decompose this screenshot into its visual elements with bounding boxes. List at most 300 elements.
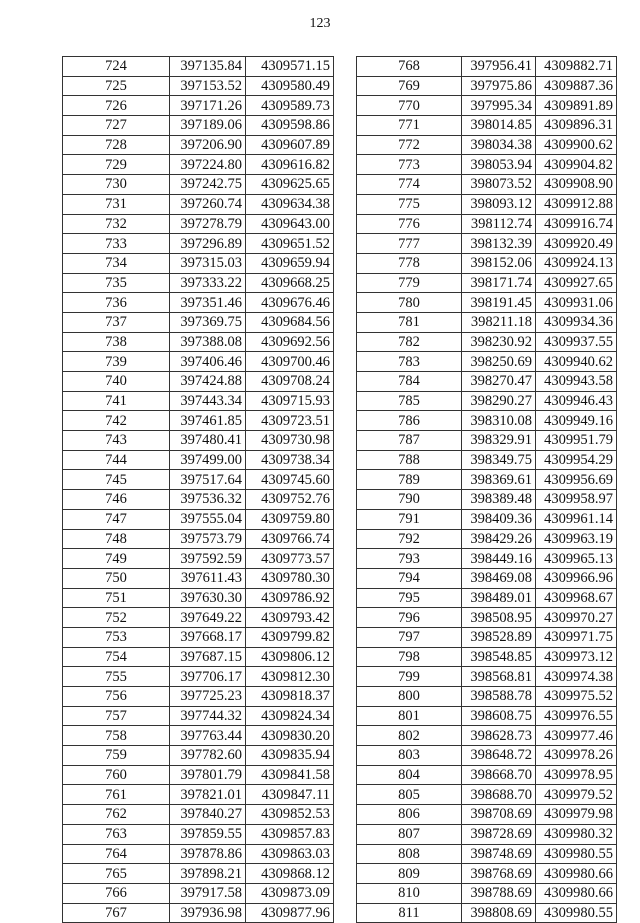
y-coordinate-cell: 4309715.93 xyxy=(246,391,334,411)
y-coordinate-cell: 4309940.62 xyxy=(536,352,617,372)
point-number-cell: 736 xyxy=(63,293,170,313)
x-coordinate-cell: 397443.34 xyxy=(170,391,246,411)
table-row xyxy=(63,687,334,707)
x-coordinate-cell: 397260.74 xyxy=(170,194,246,214)
x-coordinate-cell: 398053.94 xyxy=(462,155,536,175)
x-coordinate-cell: 398230.92 xyxy=(462,332,536,352)
table-row xyxy=(63,214,334,234)
point-number-cell: 758 xyxy=(63,726,170,746)
table-row xyxy=(63,312,334,332)
x-coordinate-cell: 398014.85 xyxy=(462,116,536,136)
y-coordinate-cell: 4309900.62 xyxy=(536,135,617,155)
table-row xyxy=(63,332,334,352)
y-coordinate-cell: 4309676.46 xyxy=(246,293,334,313)
y-coordinate-cell: 4309973.12 xyxy=(536,647,617,667)
point-number-cell: 807 xyxy=(357,824,462,844)
table-row xyxy=(63,194,334,214)
y-coordinate-cell: 4309916.74 xyxy=(536,214,617,234)
y-coordinate-cell: 4309773.57 xyxy=(246,549,334,569)
point-number-cell: 752 xyxy=(63,608,170,628)
point-number-cell: 726 xyxy=(63,96,170,116)
point-number-cell: 784 xyxy=(357,372,462,392)
point-number-cell: 782 xyxy=(357,332,462,352)
y-coordinate-cell: 4309841.58 xyxy=(246,765,334,785)
x-coordinate-cell: 398211.18 xyxy=(462,312,536,332)
point-number-cell: 765 xyxy=(63,864,170,884)
point-number-cell: 791 xyxy=(357,509,462,529)
point-number-cell: 778 xyxy=(357,253,462,273)
x-coordinate-cell: 398748.69 xyxy=(462,844,536,864)
table-row xyxy=(63,568,334,588)
x-coordinate-cell: 397424.88 xyxy=(170,372,246,392)
x-coordinate-cell: 398329.91 xyxy=(462,431,536,451)
point-number-cell: 751 xyxy=(63,588,170,608)
table-row xyxy=(357,352,617,372)
x-coordinate-cell: 397555.04 xyxy=(170,509,246,529)
x-coordinate-cell: 397630.30 xyxy=(170,588,246,608)
y-coordinate-cell: 4309745.60 xyxy=(246,470,334,490)
table-row xyxy=(357,824,617,844)
point-number-cell: 767 xyxy=(63,903,170,923)
x-coordinate-cell: 398568.81 xyxy=(462,667,536,687)
table-row xyxy=(357,785,617,805)
y-coordinate-cell: 4309852.53 xyxy=(246,805,334,825)
y-coordinate-cell: 4309951.79 xyxy=(536,431,617,451)
y-coordinate-cell: 4309924.13 xyxy=(536,253,617,273)
point-number-cell: 746 xyxy=(63,490,170,510)
point-number-cell: 737 xyxy=(63,312,170,332)
point-number-cell: 803 xyxy=(357,746,462,766)
x-coordinate-cell: 397995.34 xyxy=(462,96,536,116)
y-coordinate-cell: 4309946.43 xyxy=(536,391,617,411)
point-number-cell: 779 xyxy=(357,273,462,293)
x-coordinate-cell: 398073.52 xyxy=(462,175,536,195)
x-coordinate-cell: 397369.75 xyxy=(170,312,246,332)
y-coordinate-cell: 4309978.95 xyxy=(536,765,617,785)
table-row xyxy=(63,883,334,903)
y-coordinate-cell: 4309887.36 xyxy=(536,76,617,96)
y-coordinate-cell: 4309975.52 xyxy=(536,687,617,707)
table-row xyxy=(357,234,617,254)
point-number-cell: 739 xyxy=(63,352,170,372)
table-row xyxy=(63,647,334,667)
x-coordinate-cell: 397611.43 xyxy=(170,568,246,588)
x-coordinate-cell: 397801.79 xyxy=(170,765,246,785)
table-row xyxy=(357,549,617,569)
point-number-cell: 764 xyxy=(63,844,170,864)
table-row xyxy=(357,608,617,628)
x-coordinate-cell: 398808.69 xyxy=(462,903,536,923)
table-row xyxy=(357,746,617,766)
x-coordinate-cell: 397936.98 xyxy=(170,903,246,923)
y-coordinate-cell: 4309979.98 xyxy=(536,805,617,825)
y-coordinate-cell: 4309977.46 xyxy=(536,726,617,746)
y-coordinate-cell: 4309976.55 xyxy=(536,706,617,726)
coordinate-table-right xyxy=(356,56,617,923)
point-number-cell: 772 xyxy=(357,135,462,155)
x-coordinate-cell: 398310.08 xyxy=(462,411,536,431)
y-coordinate-cell: 4309927.65 xyxy=(536,273,617,293)
table-row xyxy=(357,332,617,352)
table-row xyxy=(63,529,334,549)
x-coordinate-cell: 398588.78 xyxy=(462,687,536,707)
table-row xyxy=(357,116,617,136)
x-coordinate-cell: 397296.89 xyxy=(170,234,246,254)
x-coordinate-cell: 398290.27 xyxy=(462,391,536,411)
y-coordinate-cell: 4309863.03 xyxy=(246,844,334,864)
point-number-cell: 804 xyxy=(357,765,462,785)
point-number-cell: 774 xyxy=(357,175,462,195)
x-coordinate-cell: 397898.21 xyxy=(170,864,246,884)
x-coordinate-cell: 398270.47 xyxy=(462,372,536,392)
table-row xyxy=(357,293,617,313)
y-coordinate-cell: 4309766.74 xyxy=(246,529,334,549)
table-row xyxy=(63,175,334,195)
table-row xyxy=(357,214,617,234)
table-row xyxy=(357,509,617,529)
table-row xyxy=(357,588,617,608)
point-number-cell: 725 xyxy=(63,76,170,96)
y-coordinate-cell: 4309974.38 xyxy=(536,667,617,687)
point-number-cell: 741 xyxy=(63,391,170,411)
table-row xyxy=(63,253,334,273)
y-coordinate-cell: 4309799.82 xyxy=(246,627,334,647)
table-row xyxy=(63,155,334,175)
table-row xyxy=(357,805,617,825)
table-row xyxy=(357,155,617,175)
point-number-cell: 757 xyxy=(63,706,170,726)
x-coordinate-cell: 398608.75 xyxy=(462,706,536,726)
y-coordinate-cell: 4309812.30 xyxy=(246,667,334,687)
x-coordinate-cell: 397315.03 xyxy=(170,253,246,273)
table-row xyxy=(357,431,617,451)
y-coordinate-cell: 4309818.37 xyxy=(246,687,334,707)
point-number-cell: 760 xyxy=(63,765,170,785)
x-coordinate-cell: 397763.44 xyxy=(170,726,246,746)
y-coordinate-cell: 4309961.14 xyxy=(536,509,617,529)
x-coordinate-cell: 397592.59 xyxy=(170,549,246,569)
y-coordinate-cell: 4309607.89 xyxy=(246,135,334,155)
y-coordinate-cell: 4309958.97 xyxy=(536,490,617,510)
point-number-cell: 776 xyxy=(357,214,462,234)
point-number-cell: 808 xyxy=(357,844,462,864)
y-coordinate-cell: 4309759.80 xyxy=(246,509,334,529)
table-row xyxy=(63,824,334,844)
table-row xyxy=(357,627,617,647)
point-number-cell: 749 xyxy=(63,549,170,569)
table-row xyxy=(357,529,617,549)
point-number-cell: 729 xyxy=(63,155,170,175)
table-row xyxy=(63,785,334,805)
table-row xyxy=(63,57,334,77)
point-number-cell: 805 xyxy=(357,785,462,805)
point-number-cell: 731 xyxy=(63,194,170,214)
y-coordinate-cell: 4309954.29 xyxy=(536,450,617,470)
point-number-cell: 788 xyxy=(357,450,462,470)
x-coordinate-cell: 397744.32 xyxy=(170,706,246,726)
x-coordinate-cell: 397878.86 xyxy=(170,844,246,864)
x-coordinate-cell: 398191.45 xyxy=(462,293,536,313)
x-coordinate-cell: 397782.60 xyxy=(170,746,246,766)
y-coordinate-cell: 4309580.49 xyxy=(246,76,334,96)
x-coordinate-cell: 398449.16 xyxy=(462,549,536,569)
point-number-cell: 792 xyxy=(357,529,462,549)
y-coordinate-cell: 4309965.13 xyxy=(536,549,617,569)
x-coordinate-cell: 398688.70 xyxy=(462,785,536,805)
point-number-cell: 800 xyxy=(357,687,462,707)
table-row xyxy=(63,293,334,313)
table-row xyxy=(63,627,334,647)
y-coordinate-cell: 4309980.66 xyxy=(536,864,617,884)
point-number-cell: 735 xyxy=(63,273,170,293)
table-row xyxy=(357,470,617,490)
y-coordinate-cell: 4309891.89 xyxy=(536,96,617,116)
x-coordinate-cell: 398250.69 xyxy=(462,352,536,372)
x-coordinate-cell: 397517.64 xyxy=(170,470,246,490)
table-row xyxy=(357,135,617,155)
y-coordinate-cell: 4309589.73 xyxy=(246,96,334,116)
point-number-cell: 786 xyxy=(357,411,462,431)
point-number-cell: 790 xyxy=(357,490,462,510)
point-number-cell: 802 xyxy=(357,726,462,746)
x-coordinate-cell: 398788.69 xyxy=(462,883,536,903)
x-coordinate-cell: 397135.84 xyxy=(170,57,246,77)
y-coordinate-cell: 4309970.27 xyxy=(536,608,617,628)
table-row xyxy=(63,372,334,392)
table-row xyxy=(63,352,334,372)
y-coordinate-cell: 4309700.46 xyxy=(246,352,334,372)
point-number-cell: 797 xyxy=(357,627,462,647)
point-number-cell: 754 xyxy=(63,647,170,667)
x-coordinate-cell: 398628.73 xyxy=(462,726,536,746)
y-coordinate-cell: 4309835.94 xyxy=(246,746,334,766)
x-coordinate-cell: 398389.48 xyxy=(462,490,536,510)
y-coordinate-cell: 4309659.94 xyxy=(246,253,334,273)
point-number-cell: 785 xyxy=(357,391,462,411)
point-number-cell: 793 xyxy=(357,549,462,569)
table-row xyxy=(357,194,617,214)
x-coordinate-cell: 397153.52 xyxy=(170,76,246,96)
point-number-cell: 789 xyxy=(357,470,462,490)
y-coordinate-cell: 4309980.32 xyxy=(536,824,617,844)
table-row xyxy=(357,667,617,687)
table-row xyxy=(63,96,334,116)
y-coordinate-cell: 4309684.56 xyxy=(246,312,334,332)
y-coordinate-cell: 4309949.16 xyxy=(536,411,617,431)
point-number-cell: 768 xyxy=(357,57,462,77)
y-coordinate-cell: 4309978.26 xyxy=(536,746,617,766)
point-number-cell: 727 xyxy=(63,116,170,136)
point-number-cell: 777 xyxy=(357,234,462,254)
point-number-cell: 763 xyxy=(63,824,170,844)
y-coordinate-cell: 4309830.20 xyxy=(246,726,334,746)
y-coordinate-cell: 4309931.06 xyxy=(536,293,617,313)
point-number-cell: 810 xyxy=(357,883,462,903)
y-coordinate-cell: 4309651.52 xyxy=(246,234,334,254)
point-number-cell: 799 xyxy=(357,667,462,687)
x-coordinate-cell: 397725.23 xyxy=(170,687,246,707)
y-coordinate-cell: 4309793.42 xyxy=(246,608,334,628)
point-number-cell: 756 xyxy=(63,687,170,707)
x-coordinate-cell: 397573.79 xyxy=(170,529,246,549)
point-number-cell: 762 xyxy=(63,805,170,825)
point-number-cell: 732 xyxy=(63,214,170,234)
point-number-cell: 747 xyxy=(63,509,170,529)
point-number-cell: 770 xyxy=(357,96,462,116)
table-row xyxy=(63,903,334,923)
x-coordinate-cell: 397649.22 xyxy=(170,608,246,628)
table-row xyxy=(63,490,334,510)
y-coordinate-cell: 4309847.11 xyxy=(246,785,334,805)
y-coordinate-cell: 4309571.15 xyxy=(246,57,334,77)
y-coordinate-cell: 4309908.90 xyxy=(536,175,617,195)
point-number-cell: 796 xyxy=(357,608,462,628)
point-number-cell: 748 xyxy=(63,529,170,549)
table-body xyxy=(357,57,617,923)
x-coordinate-cell: 398034.38 xyxy=(462,135,536,155)
point-number-cell: 724 xyxy=(63,57,170,77)
x-coordinate-cell: 397840.27 xyxy=(170,805,246,825)
y-coordinate-cell: 4309730.98 xyxy=(246,431,334,451)
point-number-cell: 728 xyxy=(63,135,170,155)
y-coordinate-cell: 4309877.96 xyxy=(246,903,334,923)
x-coordinate-cell: 397224.80 xyxy=(170,155,246,175)
y-coordinate-cell: 4309692.56 xyxy=(246,332,334,352)
y-coordinate-cell: 4309934.36 xyxy=(536,312,617,332)
y-coordinate-cell: 4309896.31 xyxy=(536,116,617,136)
y-coordinate-cell: 4309980.66 xyxy=(536,883,617,903)
y-coordinate-cell: 4309966.96 xyxy=(536,568,617,588)
table-row xyxy=(357,903,617,923)
point-number-cell: 743 xyxy=(63,431,170,451)
point-number-cell: 759 xyxy=(63,746,170,766)
y-coordinate-cell: 4309943.58 xyxy=(536,372,617,392)
x-coordinate-cell: 398708.69 xyxy=(462,805,536,825)
x-coordinate-cell: 398648.72 xyxy=(462,746,536,766)
table-row xyxy=(63,431,334,451)
x-coordinate-cell: 398409.36 xyxy=(462,509,536,529)
table-row xyxy=(63,608,334,628)
y-coordinate-cell: 4309668.25 xyxy=(246,273,334,293)
point-number-cell: 781 xyxy=(357,312,462,332)
x-coordinate-cell: 398152.06 xyxy=(462,253,536,273)
x-coordinate-cell: 397242.75 xyxy=(170,175,246,195)
table-row xyxy=(63,234,334,254)
table-row xyxy=(63,135,334,155)
table-row xyxy=(357,57,617,77)
point-number-cell: 742 xyxy=(63,411,170,431)
table-row xyxy=(357,883,617,903)
point-number-cell: 783 xyxy=(357,352,462,372)
table-row xyxy=(357,253,617,273)
x-coordinate-cell: 397206.90 xyxy=(170,135,246,155)
x-coordinate-cell: 398489.01 xyxy=(462,588,536,608)
y-coordinate-cell: 4309598.86 xyxy=(246,116,334,136)
table-row xyxy=(357,765,617,785)
table-row xyxy=(63,667,334,687)
y-coordinate-cell: 4309723.51 xyxy=(246,411,334,431)
y-coordinate-cell: 4309963.19 xyxy=(536,529,617,549)
y-coordinate-cell: 4309920.49 xyxy=(536,234,617,254)
y-coordinate-cell: 4309780.30 xyxy=(246,568,334,588)
table-row xyxy=(357,647,617,667)
point-number-cell: 798 xyxy=(357,647,462,667)
table-row xyxy=(63,844,334,864)
y-coordinate-cell: 4309868.12 xyxy=(246,864,334,884)
point-number-cell: 733 xyxy=(63,234,170,254)
y-coordinate-cell: 4309806.12 xyxy=(246,647,334,667)
x-coordinate-cell: 398508.95 xyxy=(462,608,536,628)
point-number-cell: 730 xyxy=(63,175,170,195)
table-row xyxy=(63,470,334,490)
y-coordinate-cell: 4309904.82 xyxy=(536,155,617,175)
table-row xyxy=(63,273,334,293)
table-row xyxy=(357,411,617,431)
table-row xyxy=(63,726,334,746)
x-coordinate-cell: 397917.58 xyxy=(170,883,246,903)
x-coordinate-cell: 398768.69 xyxy=(462,864,536,884)
table-row xyxy=(63,76,334,96)
point-number-cell: 795 xyxy=(357,588,462,608)
table-row xyxy=(63,706,334,726)
y-coordinate-cell: 4309708.24 xyxy=(246,372,334,392)
table-row xyxy=(357,490,617,510)
x-coordinate-cell: 397388.08 xyxy=(170,332,246,352)
point-number-cell: 811 xyxy=(357,903,462,923)
coordinate-table-left xyxy=(62,56,334,923)
table-row xyxy=(357,96,617,116)
x-coordinate-cell: 398429.26 xyxy=(462,529,536,549)
x-coordinate-cell: 398112.74 xyxy=(462,214,536,234)
x-coordinate-cell: 398668.70 xyxy=(462,765,536,785)
table-row xyxy=(357,175,617,195)
table-row xyxy=(63,765,334,785)
x-coordinate-cell: 397406.46 xyxy=(170,352,246,372)
x-coordinate-cell: 397956.41 xyxy=(462,57,536,77)
table-row xyxy=(357,312,617,332)
x-coordinate-cell: 397189.06 xyxy=(170,116,246,136)
y-coordinate-cell: 4309912.88 xyxy=(536,194,617,214)
x-coordinate-cell: 397859.55 xyxy=(170,824,246,844)
x-coordinate-cell: 397333.22 xyxy=(170,273,246,293)
point-number-cell: 744 xyxy=(63,450,170,470)
x-coordinate-cell: 398349.75 xyxy=(462,450,536,470)
table-row xyxy=(357,76,617,96)
y-coordinate-cell: 4309786.92 xyxy=(246,588,334,608)
table-row xyxy=(357,687,617,707)
x-coordinate-cell: 397171.26 xyxy=(170,96,246,116)
table-row xyxy=(357,391,617,411)
x-coordinate-cell: 398171.74 xyxy=(462,273,536,293)
x-coordinate-cell: 397278.79 xyxy=(170,214,246,234)
y-coordinate-cell: 4309873.09 xyxy=(246,883,334,903)
table-row xyxy=(63,805,334,825)
page-number: 123 xyxy=(309,16,331,31)
x-coordinate-cell: 398369.61 xyxy=(462,470,536,490)
y-coordinate-cell: 4309616.82 xyxy=(246,155,334,175)
point-number-cell: 773 xyxy=(357,155,462,175)
y-coordinate-cell: 4309971.75 xyxy=(536,627,617,647)
table-row xyxy=(357,844,617,864)
y-coordinate-cell: 4309980.55 xyxy=(536,903,617,923)
point-number-cell: 769 xyxy=(357,76,462,96)
table-row xyxy=(63,509,334,529)
y-coordinate-cell: 4309824.34 xyxy=(246,706,334,726)
point-number-cell: 809 xyxy=(357,864,462,884)
y-coordinate-cell: 4309857.83 xyxy=(246,824,334,844)
x-coordinate-cell: 397668.17 xyxy=(170,627,246,647)
y-coordinate-cell: 4309980.55 xyxy=(536,844,617,864)
